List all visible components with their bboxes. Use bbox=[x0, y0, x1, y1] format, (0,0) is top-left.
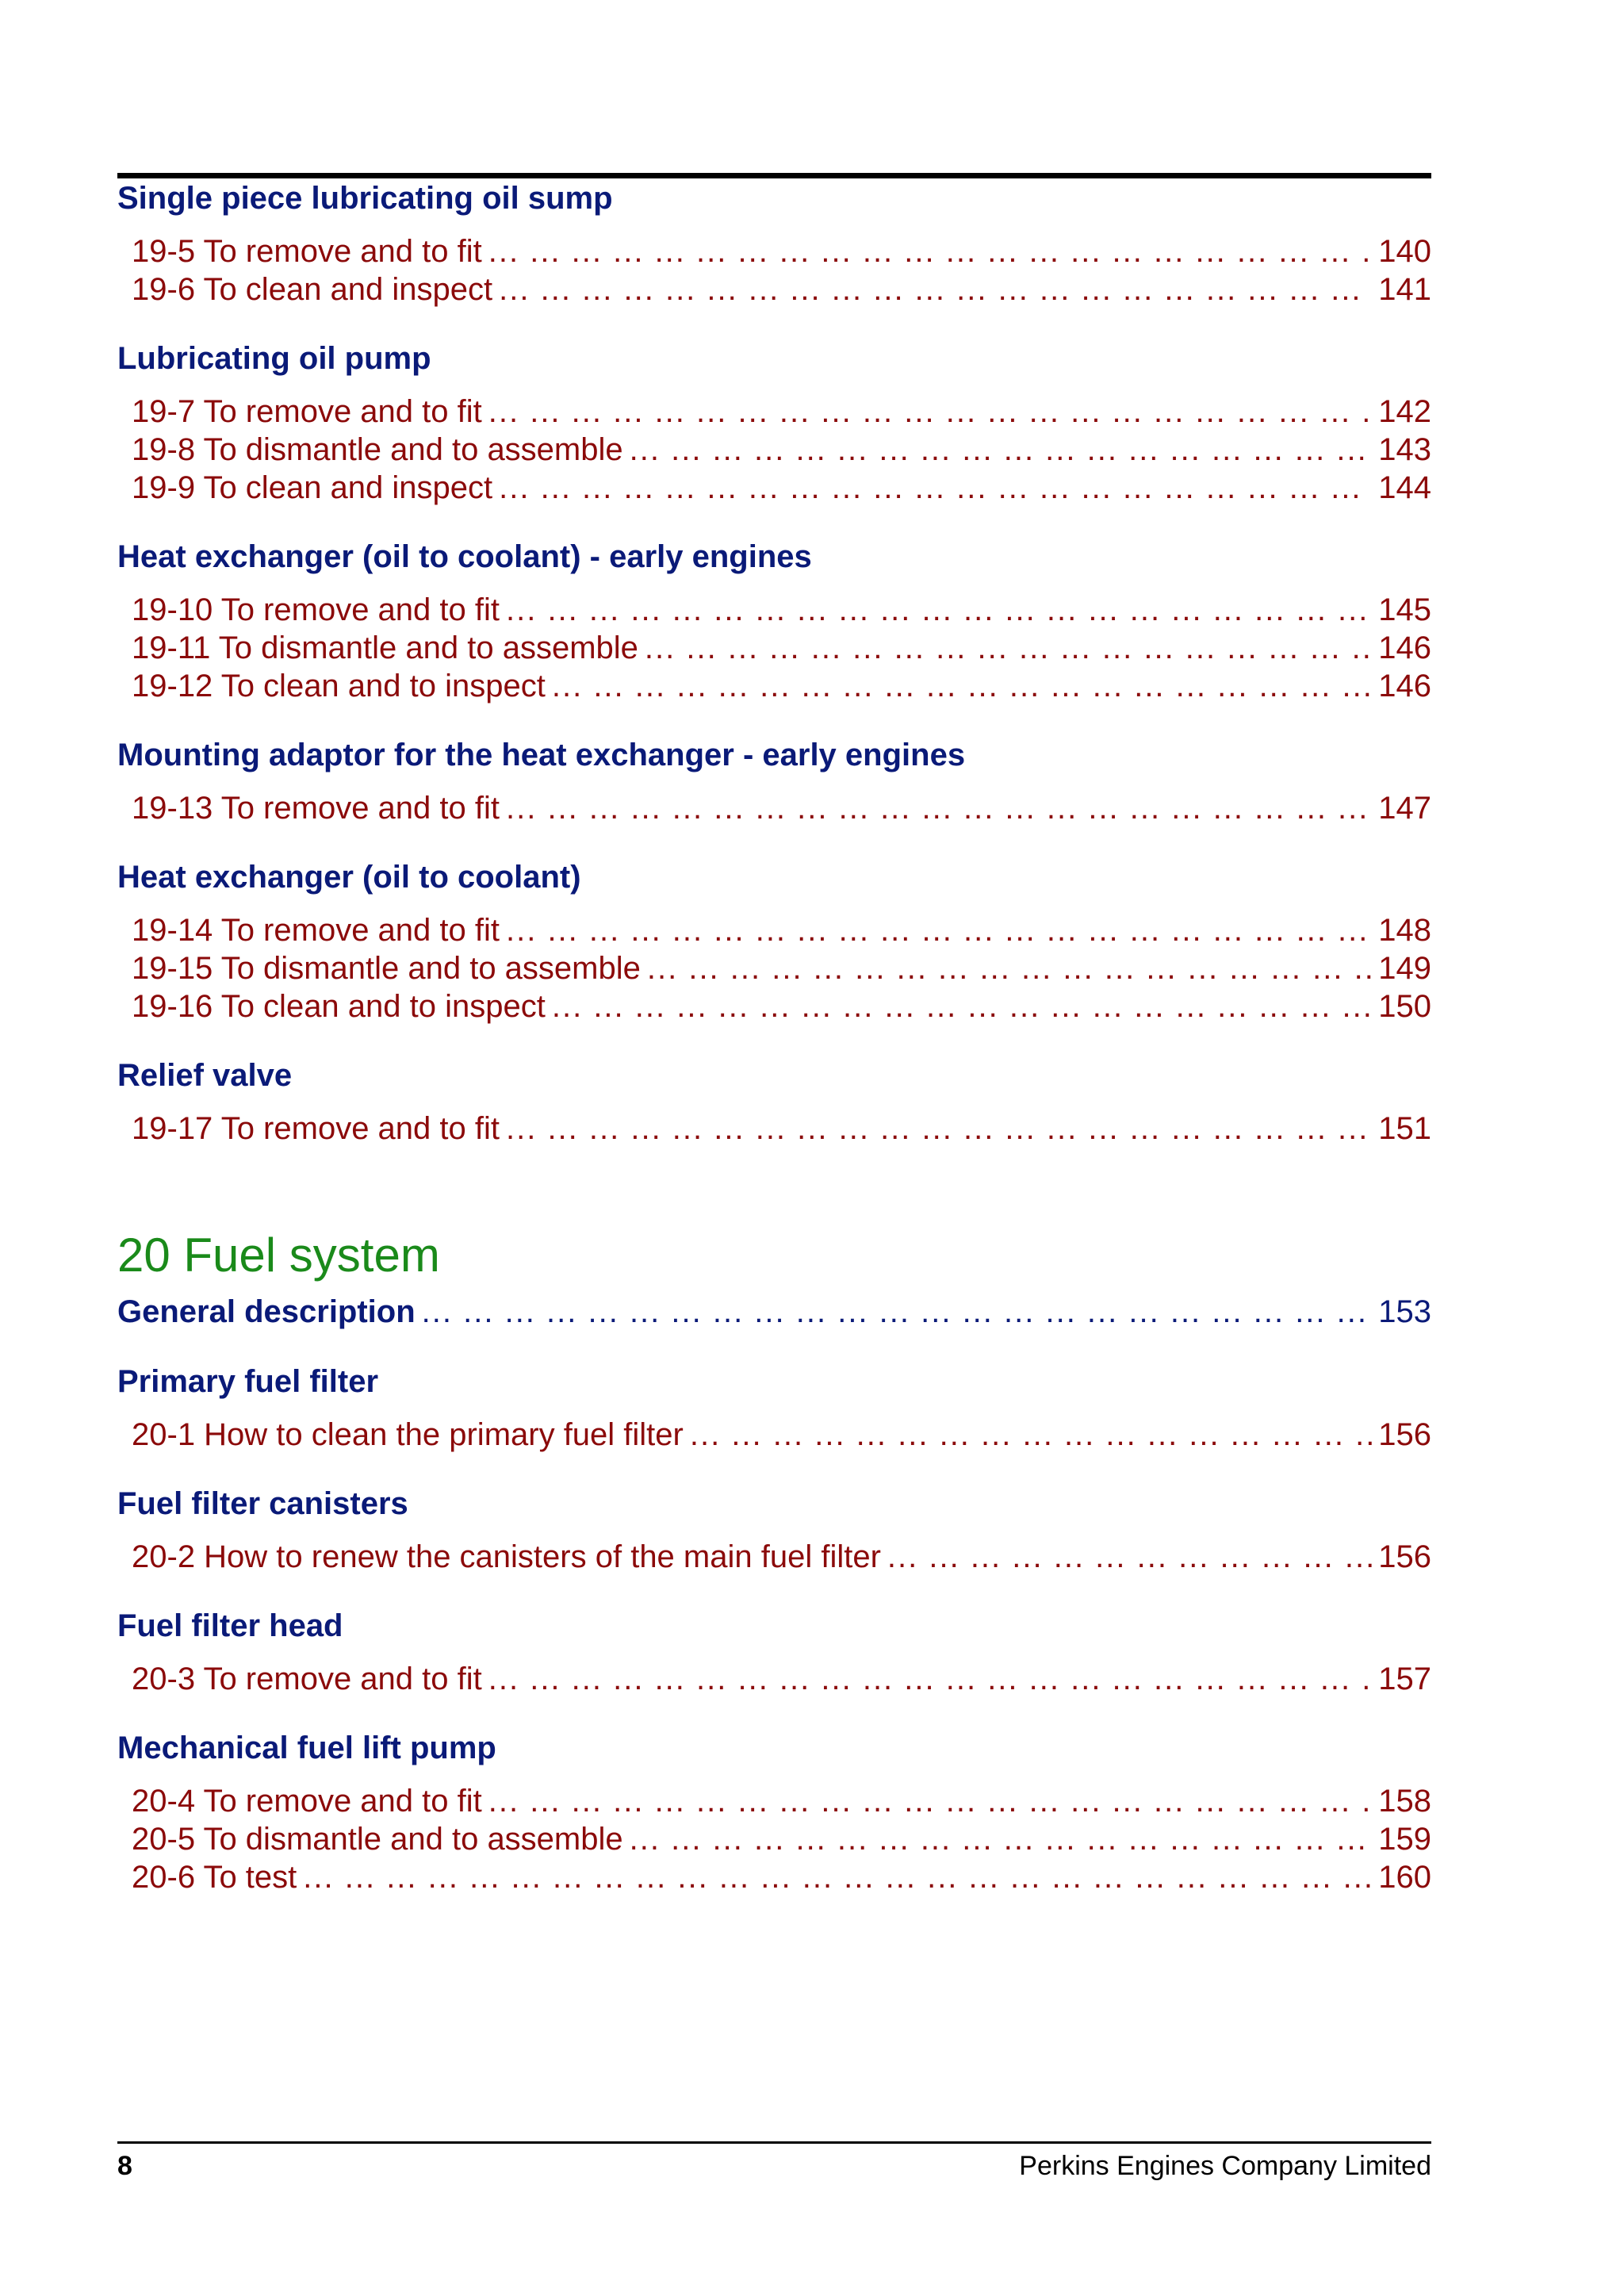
dot-leader bbox=[645, 629, 1372, 667]
toc-entry[interactable] bbox=[117, 789, 1431, 827]
toc-entry[interactable] bbox=[117, 232, 1431, 270]
toc-entry-page: 144 bbox=[1378, 470, 1431, 505]
toc-entry[interactable] bbox=[117, 1416, 1431, 1454]
toc-entry-page: 148 bbox=[1378, 913, 1431, 948]
toc-entry[interactable] bbox=[117, 1110, 1431, 1148]
toc-section bbox=[117, 735, 1431, 827]
dot-leader bbox=[690, 1416, 1372, 1454]
toc-section bbox=[117, 1728, 1431, 1896]
dot-leader bbox=[647, 949, 1372, 987]
dot-leader bbox=[303, 1858, 1372, 1896]
toc-entry-title: 19-13 To remove and to fit bbox=[132, 791, 500, 826]
toc-entry-page: 140 bbox=[1378, 234, 1431, 269]
dot-leader bbox=[630, 1820, 1373, 1858]
toc-entry[interactable] bbox=[117, 911, 1431, 949]
dot-leader bbox=[499, 469, 1372, 507]
dot-leader bbox=[552, 987, 1372, 1025]
toc-entry-title: 19-7 To remove and to fit bbox=[132, 394, 482, 429]
section-heading[interactable]: Lubricating oil pump bbox=[117, 341, 431, 376]
toc-section bbox=[117, 1362, 1431, 1454]
section-heading[interactable]: Primary fuel filter bbox=[117, 1364, 379, 1399]
toc-entry[interactable] bbox=[117, 393, 1431, 431]
toc-entry-page: 156 bbox=[1378, 1539, 1431, 1574]
dot-leader bbox=[506, 789, 1372, 827]
toc-entry-page: 150 bbox=[1378, 989, 1431, 1024]
toc-entry[interactable] bbox=[117, 431, 1431, 469]
toc-section bbox=[117, 339, 1431, 507]
toc-entry-page: 141 bbox=[1378, 272, 1431, 307]
toc-entry-page: 147 bbox=[1378, 791, 1431, 826]
toc-entry-title: 19-11 To dismantle and to assemble bbox=[132, 631, 638, 665]
dot-leader bbox=[499, 270, 1372, 309]
toc-entry-title: 19-9 To clean and inspect bbox=[132, 470, 493, 505]
toc-entry-title: 19-17 To remove and to fit bbox=[132, 1111, 500, 1146]
dot-leader bbox=[887, 1538, 1372, 1576]
toc-entry[interactable] bbox=[117, 270, 1431, 309]
toc-entry-title: 19-6 To clean and inspect bbox=[132, 272, 493, 307]
toc-entry-page: 160 bbox=[1378, 1860, 1431, 1895]
chapter-20-sections bbox=[117, 1362, 1431, 1896]
footer-rule bbox=[117, 2141, 1431, 2144]
page-number: 8 bbox=[117, 2151, 132, 2181]
section-heading[interactable]: Heat exchanger (oil to coolant) - early engines bbox=[117, 539, 812, 574]
toc-entry-title: 19-5 To remove and to fit bbox=[132, 234, 482, 269]
toc-entry-title: 19-8 To dismantle and to assemble bbox=[132, 432, 623, 467]
toc-entry[interactable] bbox=[117, 1660, 1431, 1698]
section-heading[interactable]: Mounting adaptor for the heat exchanger - early engines bbox=[117, 738, 966, 772]
toc-entry[interactable] bbox=[117, 1858, 1431, 1896]
general-description-entry[interactable] bbox=[117, 1292, 1431, 1332]
top-rule bbox=[117, 173, 1431, 178]
dot-leader bbox=[506, 911, 1372, 949]
dot-leader bbox=[552, 667, 1372, 705]
section-heading[interactable]: Fuel filter canisters bbox=[117, 1486, 408, 1521]
toc-entry-page: 159 bbox=[1378, 1822, 1431, 1857]
toc-section bbox=[117, 1606, 1431, 1698]
dot-leader bbox=[506, 1110, 1372, 1148]
company-name: Perkins Engines Company Limited bbox=[1019, 2151, 1431, 2181]
toc-entry-title: 19-12 To clean and to inspect bbox=[132, 669, 546, 703]
toc-entry-title: 19-15 To dismantle and to assemble bbox=[132, 951, 641, 986]
dot-leader bbox=[488, 1660, 1373, 1698]
dot-leader bbox=[488, 393, 1373, 431]
toc-entry-title: 20-6 To test bbox=[132, 1860, 297, 1895]
toc-entry-page: 142 bbox=[1378, 394, 1431, 429]
toc-section bbox=[117, 178, 1431, 309]
toc-entry-page: 146 bbox=[1378, 669, 1431, 703]
toc-entry[interactable] bbox=[117, 949, 1431, 987]
toc-entry-page: 146 bbox=[1378, 631, 1431, 665]
toc-entry[interactable] bbox=[117, 591, 1431, 629]
toc-section bbox=[117, 1484, 1431, 1576]
toc-entry-title: 19-14 To remove and to fit bbox=[132, 913, 500, 948]
toc-entry-page: 143 bbox=[1378, 432, 1431, 467]
toc-entry-page: 157 bbox=[1378, 1662, 1431, 1696]
toc-entry[interactable] bbox=[117, 667, 1431, 705]
toc-entry-page: 149 bbox=[1378, 951, 1431, 986]
section-heading[interactable]: Relief valve bbox=[117, 1058, 293, 1093]
page-footer bbox=[117, 2141, 1431, 2183]
dot-leader bbox=[488, 232, 1373, 270]
toc-section bbox=[117, 537, 1431, 705]
toc-entry[interactable] bbox=[117, 469, 1431, 507]
toc-entry-page: 156 bbox=[1378, 1417, 1431, 1452]
toc-entry[interactable] bbox=[117, 1782, 1431, 1820]
toc-entry-title: 20-5 To dismantle and to assemble bbox=[132, 1822, 623, 1857]
toc-entry-page: 158 bbox=[1378, 1784, 1431, 1819]
toc-entry-title: 19-16 To clean and to inspect bbox=[132, 989, 546, 1024]
chapter-title: 20 Fuel system bbox=[117, 1228, 440, 1282]
toc-entry-title: 20-2 How to renew the canisters of the main fuel filter bbox=[132, 1539, 881, 1574]
section-heading[interactable]: Single piece lubricating oil sump bbox=[117, 181, 613, 216]
toc-entry-title: 20-1 How to clean the primary fuel filter bbox=[132, 1417, 684, 1452]
section-heading[interactable]: Heat exchanger (oil to coolant) bbox=[117, 860, 581, 895]
toc-entry-page: 151 bbox=[1378, 1111, 1431, 1146]
toc-entry-title: 19-10 To remove and to fit bbox=[132, 592, 500, 627]
toc-section bbox=[117, 857, 1431, 1025]
general-description-label: General description bbox=[117, 1294, 416, 1329]
toc-section bbox=[117, 1056, 1431, 1148]
dot-leader bbox=[488, 1782, 1373, 1820]
toc-entry-page: 145 bbox=[1378, 592, 1431, 627]
chapter-19-sections bbox=[117, 178, 1431, 1148]
toc-page bbox=[117, 173, 1431, 1896]
toc-entry-title: 20-4 To remove and to fit bbox=[132, 1784, 482, 1819]
dot-leader bbox=[630, 431, 1373, 469]
toc-entry[interactable] bbox=[117, 629, 1431, 667]
section-heading[interactable]: Mechanical fuel lift pump bbox=[117, 1731, 496, 1765]
general-description-page: 153 bbox=[1378, 1294, 1431, 1329]
toc-entry[interactable] bbox=[117, 1820, 1431, 1858]
section-heading[interactable]: Fuel filter head bbox=[117, 1608, 343, 1643]
dot-leader bbox=[506, 591, 1372, 629]
toc-entry[interactable] bbox=[117, 1538, 1431, 1576]
toc-entry-title: 20-3 To remove and to fit bbox=[132, 1662, 482, 1696]
toc-entry[interactable] bbox=[117, 987, 1431, 1025]
dot-leader bbox=[422, 1292, 1373, 1332]
